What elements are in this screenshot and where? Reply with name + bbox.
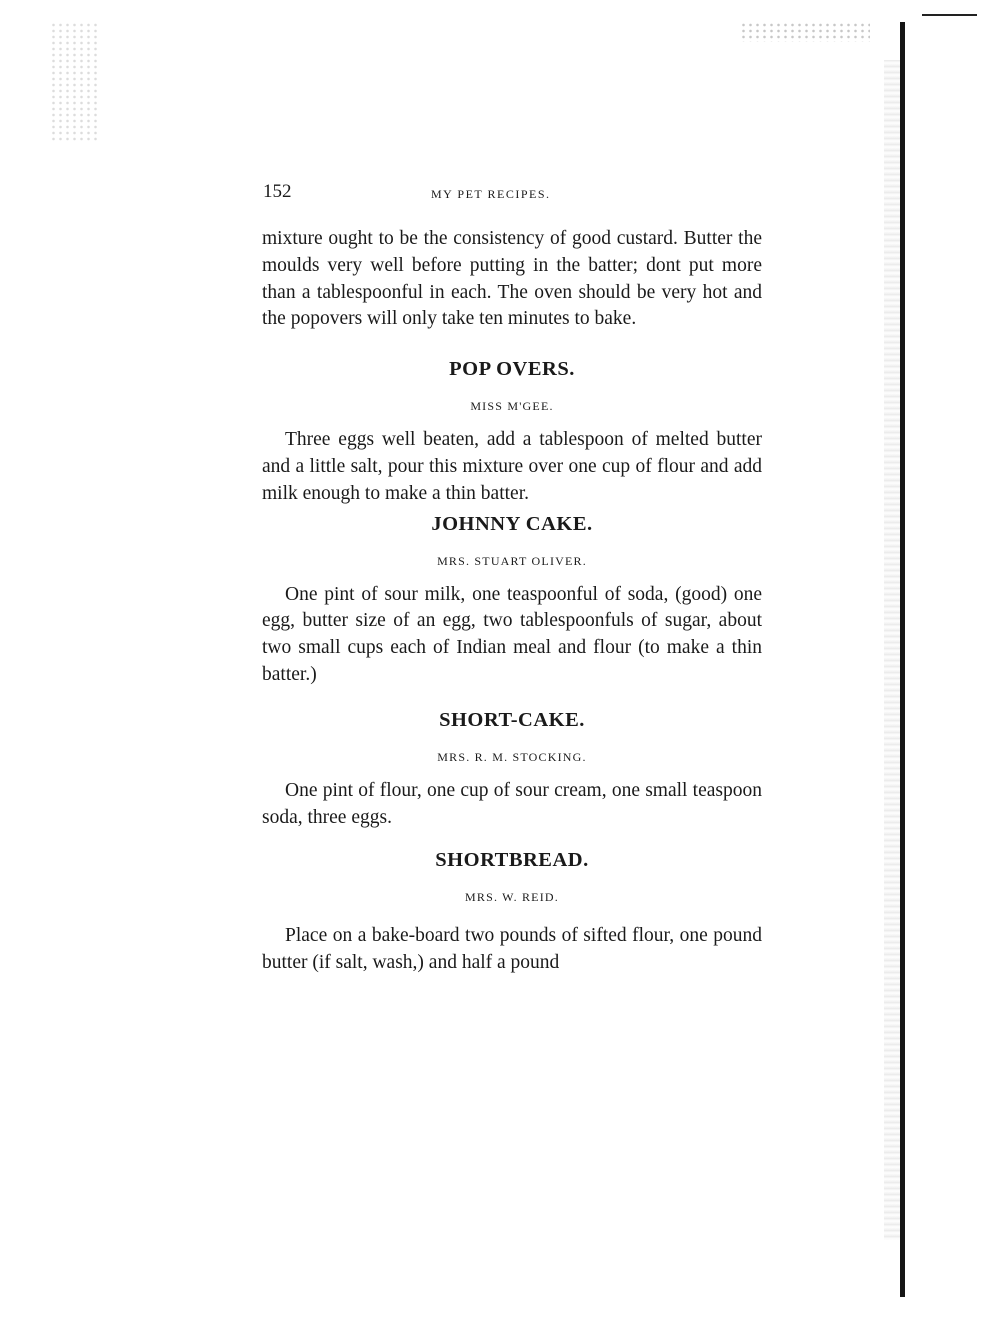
binding-edge bbox=[900, 22, 905, 1297]
recipe-title-shortbread: SHORTBREAD. bbox=[435, 849, 589, 872]
intro-paragraph: mixture ought to be the consistency of good custard. Butter the moulds very well before putting in the batter; dont put more than a tablespoonful in each. The oven should be very hot and the popovers will only take ten minutes to bake. bbox=[262, 228, 762, 330]
recipe-body-pop-overs: Three eggs well beaten, add a tablespoon of melted butter and a little salt, pour this mixture over one cup of flour and add milk enough to make a thin batter. bbox=[262, 429, 762, 504]
recipe-body-shortbread: Place on a bake-board two pounds of sifted flour, one pound butter (if salt, wash,) and half a pound bbox=[262, 925, 762, 974]
contributor-shortbread: MRS. W. REID. bbox=[465, 890, 559, 905]
page-speckle-top-right bbox=[740, 22, 870, 42]
recipe-body-short-cake: One pint of flour, one cup of sour cream, one small teaspoon soda, three eggs. bbox=[262, 779, 762, 828]
recipe-title-short-cake: SHORT-CAKE. bbox=[439, 708, 585, 731]
recipe-title-pop-overs: POP OVERS. bbox=[449, 358, 575, 381]
contributor-short-cake: MRS. R. M. STOCKING. bbox=[437, 749, 587, 764]
text-block bbox=[262, 226, 762, 977]
corner-rule bbox=[922, 14, 977, 16]
recipe-body-johnny-cake: One pint of sour milk, one teaspoonful of soda, (good) one egg, butter size of an egg, two tablespoonfuls of sugar, about two small cups each of Indian meal and flour (to make a thin batter.) bbox=[262, 583, 762, 685]
contributor-johnny-cake: MRS. STUART OLIVER. bbox=[437, 553, 587, 568]
page-number: 152 bbox=[263, 181, 292, 202]
running-title: MY PET RECIPES. bbox=[431, 187, 551, 201]
binding-shadow bbox=[884, 60, 900, 1240]
contributor-pop-overs: MISS M'GEE. bbox=[470, 399, 554, 414]
running-head bbox=[255, 181, 775, 207]
page-speckle-top-left bbox=[50, 22, 100, 142]
recipe-title-johnny-cake: JOHNNY CAKE. bbox=[431, 512, 593, 535]
